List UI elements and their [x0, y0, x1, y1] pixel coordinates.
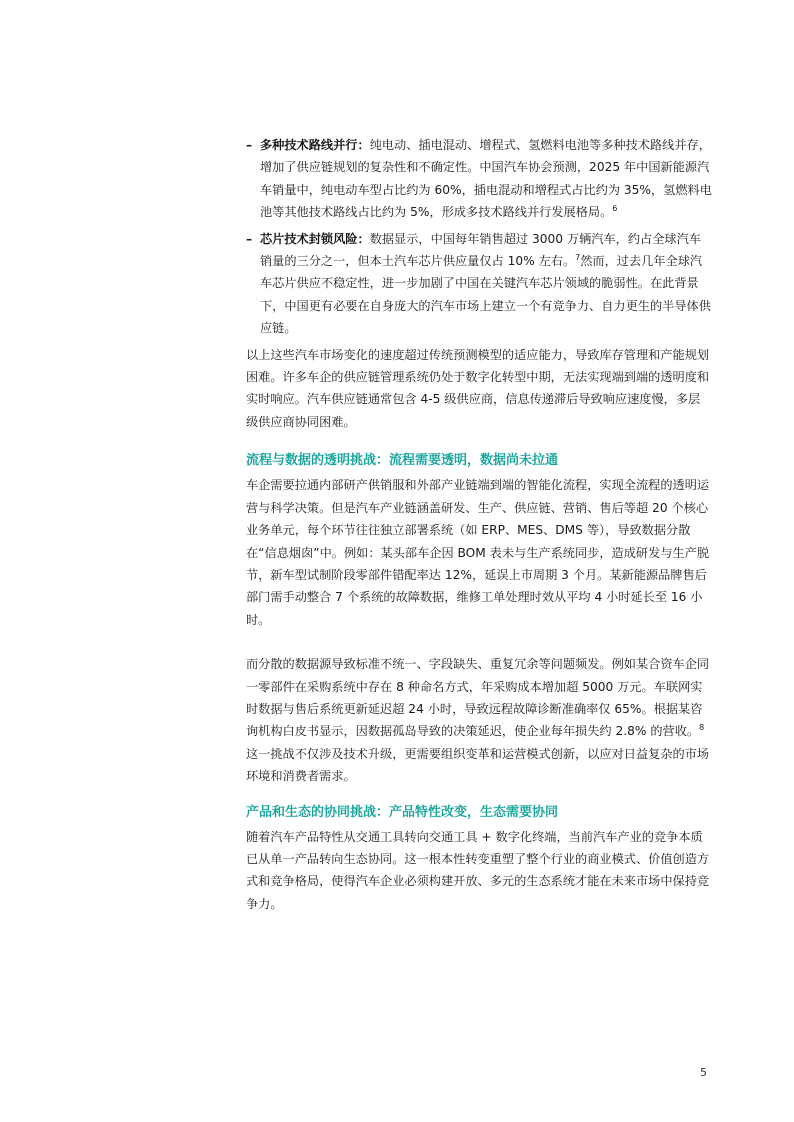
bullet-dash: – [246, 138, 253, 152]
bullet-text: 纯电动、插电混动、增程式、氢燃料电池等多种技术路线并存，增加了供应链规划的复杂性和不确定性。中国汽车协会预测，2025 年中国新能源汽车销量中，纯电动车型占比约为 60%，插电混动和增程式占比约为 35%，氢燃料电池等其他技术路线占比约为 5%，形成多技术路线并行发展格局。 [260, 138, 712, 220]
bullet-title: 多种技术路线并行： [260, 138, 370, 152]
bullet-text-continued: 然而，过去几年全球汽车芯片供应不稳定性，进一步加剧了中国在关键汽车芯片领域的脆弱性。在此背景下，中国更有必要在自身庞大的汽车市场上建立一个有竞争力、自力更生的半导体供应链。 [260, 254, 711, 336]
paragraph-text-continued: 这一挑战不仅涉及技术升级，更需要组织变革和运营模式创新，以应对日益复杂的市场环境和消费者需求。 [246, 746, 710, 784]
section-heading-transparency: 流程与数据的透明挑战：流程需要透明，数据尚未拉通 [246, 453, 559, 469]
main-content [246, 134, 712, 915]
bullet-chip-risk [246, 228, 712, 340]
bullet-title: 芯片技术封锁风险： [260, 231, 370, 246]
footnote-ref[interactable]: 6 [612, 204, 618, 214]
paragraph-text: 而分散的数据源导致标准不统一、字段缺失、重复冗余等问题频发。例如某合资车企同一零部件在采购系统中存在 8 种命名方式，年采购成本增加超 5000 万元。车联网实时数据与售后系统更新延迟超 24 小时，导致远程故障诊断准确率仅 65%。根据某咨询机构白皮书显示，因数据孤岛导致的决策延迟，使企业每年损失约 2.8% 的营收。 [246, 657, 710, 739]
intro-paragraph: 以上这些汽车市场变化的速度超过传统预测模型的适应能力，导致库存管理和产能规划困难。许多车企的供应链管理系统仍处于数字化转型中期，无法实现端到端的透明度和实时响应。汽车供应链通常包含 4-5 级供应商，信息传递滞后导致响应速度慢，多层级供应商协同困难。 [246, 347, 710, 429]
page-number: 5 [700, 1066, 707, 1079]
footnote-ref[interactable]: 7 [575, 252, 581, 262]
section1-paragraph-2 [246, 653, 712, 787]
footnote-ref[interactable]: 8 [699, 723, 705, 733]
bullet-text: 数据显示，中国每年销售超过 3000 万辆汽车，约占全球汽车销量的三分之一，但本土汽车芯片供应量仅占 10% 左右。 [260, 231, 701, 269]
bullet-dash: – [246, 231, 253, 246]
section2-paragraph: 随着汽车产品特性从交通工具转向交通工具 + 数字化终端，当前汽车产业的竞争本质已从单一产品转向生态协同。这一根本性转变重塑了整个行业的商业模式、价值创造方式和竞争格局，使得汽车企业必须构建开放、多元的生态系统才能在未来市场中保持竞争力。 [246, 829, 710, 911]
bullet-tech-routes [246, 134, 712, 224]
section-heading-ecosystem: 产品和生态的协同挑战：产品特性改变，生态需要协同 [246, 804, 559, 820]
section1-paragraph-1: 车企需要拉通内部研产供销服和外部产业链端到端的智能化流程，实现全流程的透明运营与科学决策。但是汽车产业链涵盖研发、生产、供应链、营销、售后等超 20 个核心业务单元，每个环节往往独立部署系统（如 ERP、MES、DMS 等），导致数据分散在“信息烟囱”中。例如：某头部车企因 BOM 表未与生产系统同步，造成研发与生产脱节，新车型试制阶段零部件错配率达 12%，延误上市周期 3 个月。某新能源品牌售后部门需手动整合 7 个系统的故障数据，维修工单处理时效从平均 4 小时延长至 16 小时。 [246, 478, 710, 627]
